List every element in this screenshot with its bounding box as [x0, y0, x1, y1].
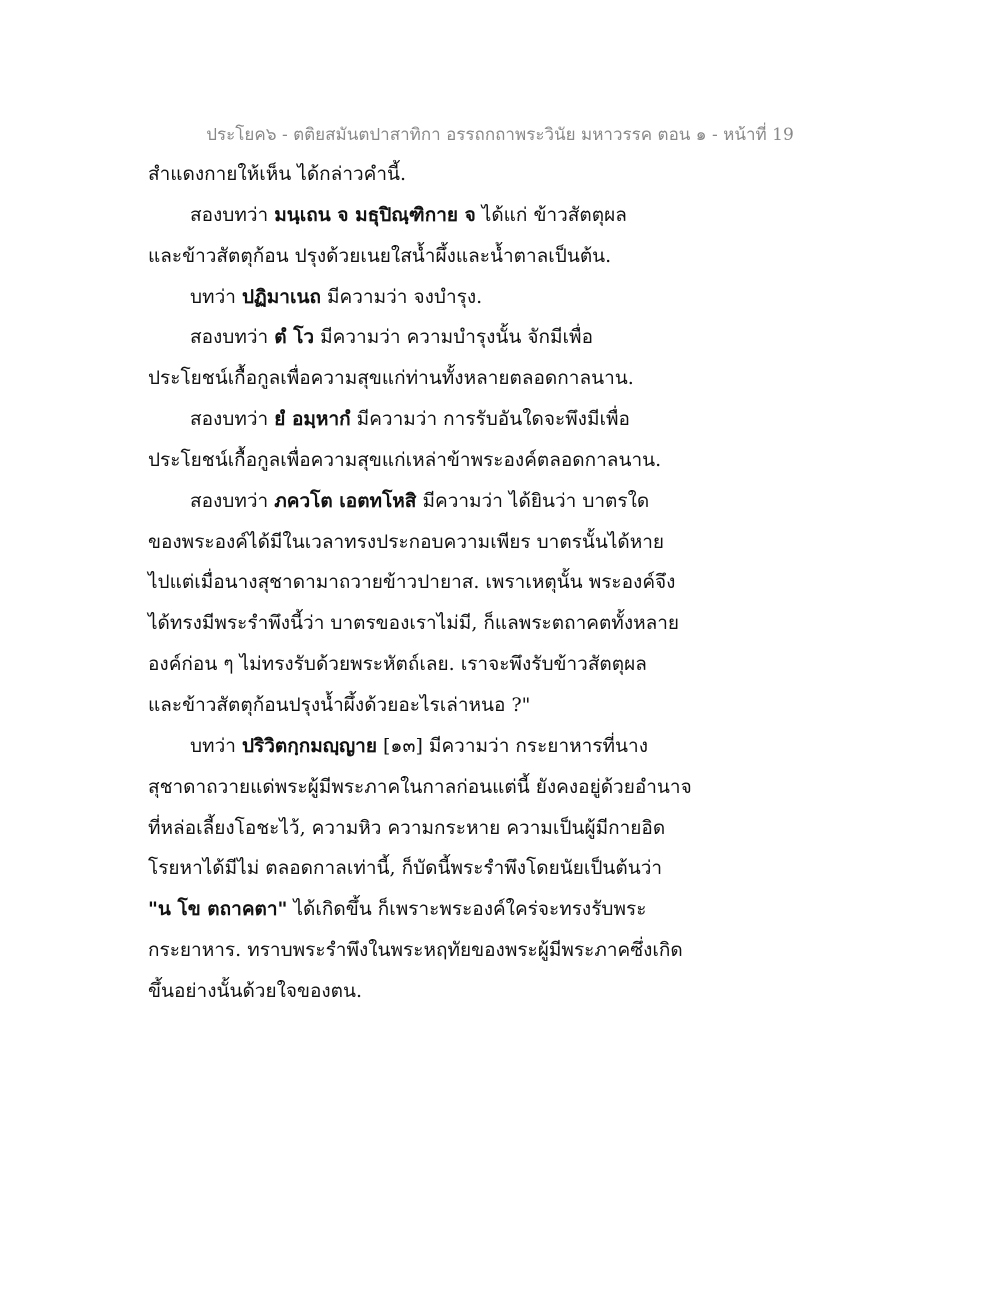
text-segment: ไปแต่เมื่อนางสุชาดามาถวายข้าวปายาส. เพราเหตุนั้น พระองค์จึง [148, 571, 676, 594]
text-line [148, 814, 708, 855]
text-segment: สองบทว่า [190, 408, 275, 431]
text-line [148, 977, 708, 1018]
text-segment: สองบทว่า [190, 326, 275, 349]
text-segment: และข้าวสัตตุก้อนปรุงน้ำผึ้งด้วยอะไรเล่าหนอ ?" [148, 693, 531, 716]
text-segment: สุชาดาถวายแด่พระผู้มีพระภาคในกาลก่อนแต่นี้ ยังคงอยู่ด้วยอำนาจ [148, 775, 692, 798]
bold-term: ตํ โว [274, 326, 315, 349]
text-segment: กระยาหาร. ทราบพระรำพึงในพระหฤทัยของพระผู้มีพระภาคซึ่งเกิด [148, 939, 683, 962]
text-line [148, 405, 708, 446]
text-segment: ขึ้นอย่างนั้นด้วยใจของตน. [148, 979, 363, 1002]
text-line [148, 732, 708, 773]
text-line [148, 895, 708, 936]
text-segment: องค์ก่อน ๆ ไม่ทรงรับด้วยพระหัตถ์เลย. เราจะพึงรับข้าวสัตตุผล [148, 653, 647, 676]
bold-term: ปฏิมาเนถ [241, 285, 321, 308]
text-segment: ประโยชน์เกื้อกูลเพื่อความสุขแก่ท่านทั้งหลายตลอดกาลนาน. [148, 367, 634, 390]
bold-term: มนฺเถน จ มธุปิณฺฑิกาย จ [274, 203, 476, 226]
text-segment: มีความว่า จงบำรุง. [320, 285, 483, 308]
text-line [148, 609, 708, 650]
text-segment: และข้าวสัตตุก้อน ปรุงด้วยเนยใสน้ำผึ้งและน้ำตาลเป็นต้น. [148, 244, 612, 267]
text-line [148, 446, 708, 487]
text-line [148, 568, 708, 609]
text-segment: โรยหาได้มีไม่ ตลอดกาลเท่านี้, ก็บัดนี้พระรำพึงโดยนัยเป็นต้นว่า [148, 857, 663, 880]
text-segment: ได้เกิดขึ้น ก็เพราะพระองค์ใคร่จะทรงรับพระ [287, 898, 647, 921]
text-line [148, 160, 708, 201]
text-line [148, 854, 708, 895]
text-line [148, 242, 708, 283]
text-line [148, 773, 708, 814]
text-line [148, 528, 708, 569]
text-segment: [๑๓] มีความว่า กระยาหารที่นาง [376, 734, 648, 757]
bold-term: ภควโต เอตทโหสิ [274, 489, 417, 512]
text-segment: ของพระองค์ได้มีในเวลาทรงประกอบความเพียร บาตรนั้นได้หาย [148, 530, 665, 553]
text-line [148, 650, 708, 691]
text-segment: ประโยชน์เกื้อกูลเพื่อความสุขแก่เหล่าข้าพระองค์ตลอดกาลนาน. [148, 448, 662, 471]
text-segment: สองบทว่า [190, 203, 275, 226]
bold-term: "น โข ตถาคตา" [148, 898, 288, 921]
text-segment: สองบทว่า [190, 489, 275, 512]
text-line [148, 691, 708, 732]
text-segment: ได้ทรงมีพระรำพึงนี้ว่า บาตรของเราไม่มี, ก็แลพระตถาคตทั้งหลาย [148, 612, 680, 635]
text-line [148, 323, 708, 364]
text-line [148, 936, 708, 977]
text-segment: บทว่า [190, 734, 242, 757]
text-line [148, 364, 708, 405]
text-line [148, 487, 708, 528]
text-segment: สำแดงกายให้เห็น ได้กล่าวคำนี้. [148, 163, 407, 185]
page-header: ประโยค๖ - ตติยสมันตปาสาทิกา อรรถกถาพระวินัย มหาวรรค ตอน ๑ - หน้าที่ 19 [206, 125, 794, 145]
bold-term: ยํ อมฺหากํ [274, 408, 351, 431]
text-segment: มีความว่า ความบำรุงนั้น จักมีเพื่อ [314, 326, 593, 349]
text-segment: ที่หล่อเลี้ยงโอชะไว้, ความหิว ความกระหาย ความเป็นผู้มีกายอิด [148, 816, 666, 839]
body-text [148, 160, 708, 1018]
text-segment: ได้แก่ ข้าวสัตตุผล [475, 203, 627, 226]
text-segment: มีความว่า ได้ยินว่า บาตรใด [416, 489, 650, 512]
text-segment: มีความว่า การรับอันใดจะพึงมีเพื่อ [350, 408, 630, 431]
text-segment: บทว่า [190, 285, 242, 308]
text-line [148, 201, 708, 242]
text-line [148, 283, 708, 324]
bold-term: ปริวิตกฺกมญฺญาย [241, 734, 377, 757]
